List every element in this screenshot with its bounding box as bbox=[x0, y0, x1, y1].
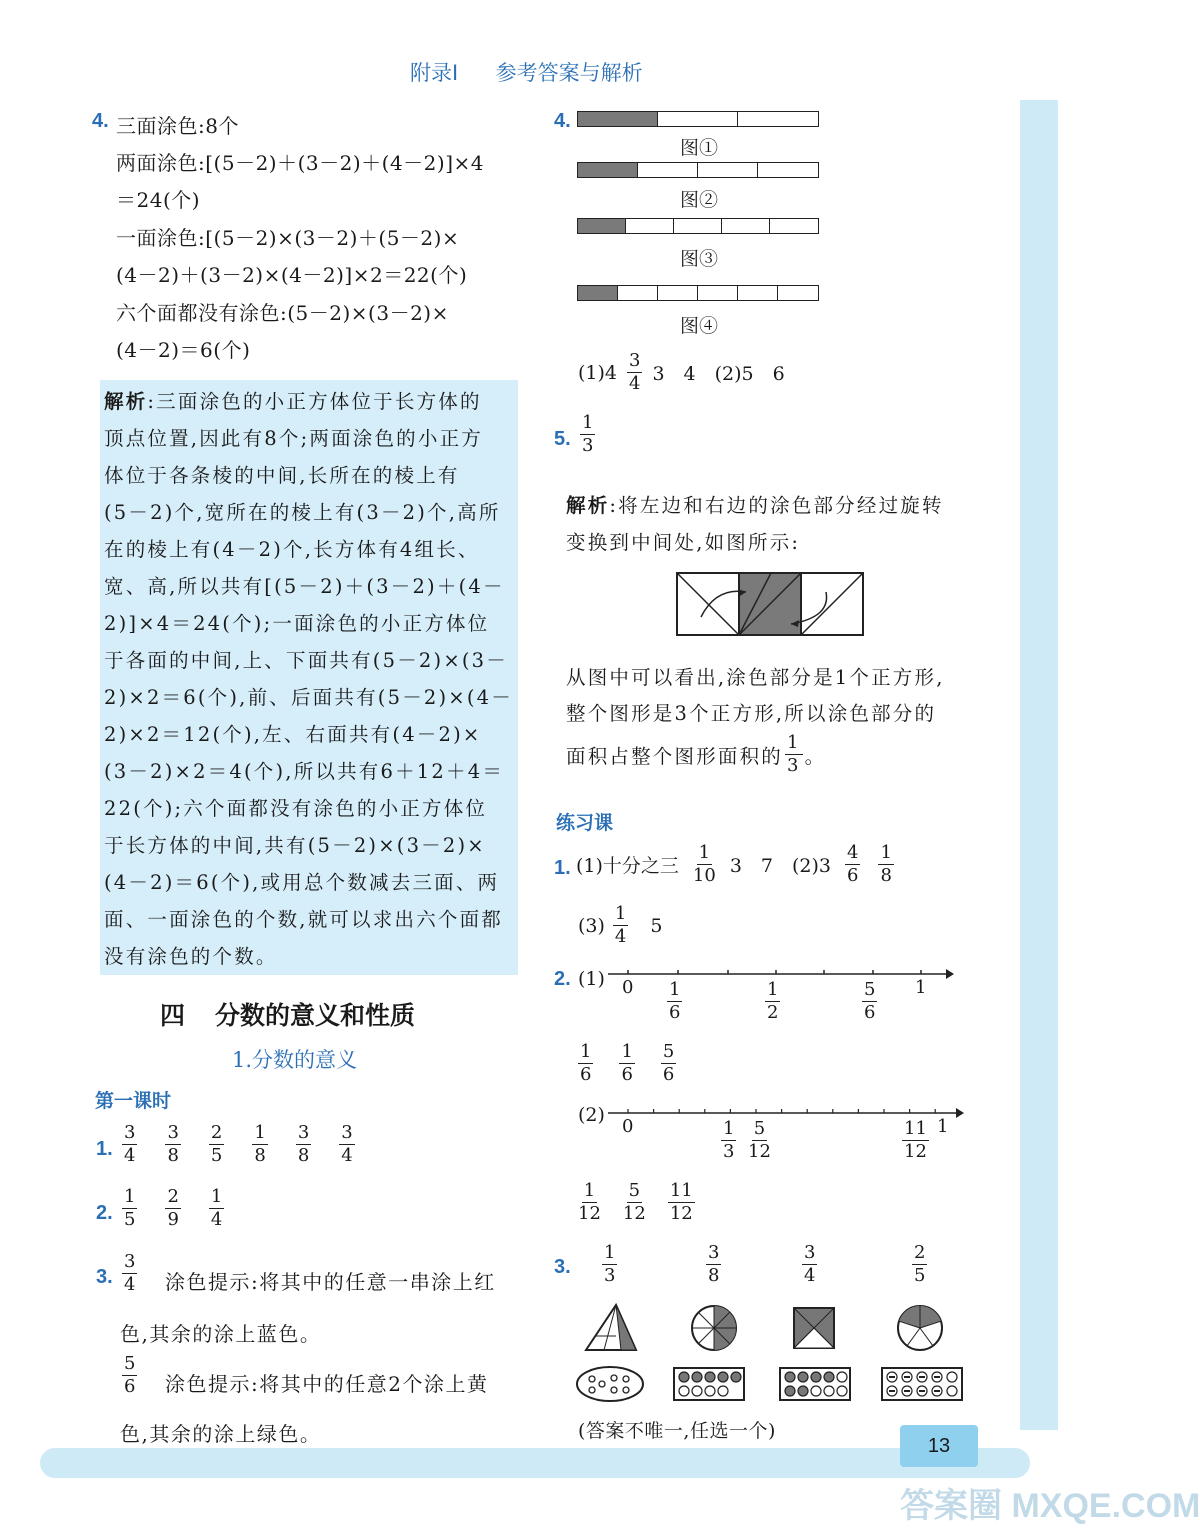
question-number: 4. bbox=[554, 110, 571, 132]
answer-text: (1)十分之三 bbox=[576, 855, 679, 877]
tick-fraction: $\frac{11}{12}$ bbox=[904, 1118, 927, 1162]
analysis-line: 面、一面涂色的个数,就可以求出六个面都 bbox=[104, 908, 503, 931]
fraction-bar-2 bbox=[577, 162, 819, 178]
tick-fraction: $\frac{1}{2}$ bbox=[767, 979, 779, 1023]
fraction-row bbox=[118, 1124, 359, 1165]
header-title: 参考答案与解析 bbox=[495, 61, 643, 85]
hint-line: 色,其余的涂上绿色。 bbox=[120, 1422, 322, 1446]
figure-label: 图③ bbox=[680, 248, 719, 270]
part-label: (1) bbox=[578, 968, 605, 990]
analysis-line: 2)×2＝6(个),前、后面共有(5－2)×(4－ bbox=[104, 686, 513, 709]
fraction-row bbox=[118, 1188, 228, 1229]
hint-line: 涂色提示:将其中的任意一串涂上红 bbox=[165, 1270, 496, 1294]
fraction: $\frac{1}{3}$ bbox=[787, 732, 801, 776]
analysis-line: 从图中可以看出,涂色部分是1个正方形, bbox=[566, 666, 945, 689]
question-number: 4. bbox=[92, 110, 109, 132]
tick-label: 1 bbox=[937, 1116, 949, 1137]
analysis-line: 在的棱上有(4－2)个,长方体有4组长、 bbox=[104, 538, 480, 561]
fraction: $\frac{3}{4}$ bbox=[341, 1122, 353, 1166]
answer-line bbox=[578, 352, 785, 393]
analysis-line: 2)×2＝12(个),左、右面共有(4－2)× bbox=[104, 723, 482, 746]
answer-line: 两面涂色:[(5－2)＋(3－2)＋(4－2)]×4 bbox=[116, 151, 484, 175]
analysis-line: 于各面的中间,上、下面共有(5－2)×(3－ bbox=[104, 649, 508, 672]
shaded-square-quarters bbox=[794, 1308, 834, 1348]
figure-label: 图② bbox=[680, 189, 719, 211]
fraction: $\frac{3}{8}$ bbox=[297, 1122, 310, 1166]
fraction: $\frac{2}{5}$ bbox=[914, 1242, 926, 1286]
fraction: $\frac{1}{4}$ bbox=[210, 1186, 223, 1230]
fraction bbox=[118, 1253, 141, 1294]
answer-line bbox=[578, 905, 662, 946]
practice-title: 练习课 bbox=[556, 812, 614, 834]
analysis-line: (4－2)＝6(个),或用总个数减去三面、两 bbox=[104, 871, 500, 894]
hint-line: 色,其余的涂上蓝色。 bbox=[120, 1322, 322, 1346]
answer-text: 3 7 (2)3 bbox=[729, 855, 832, 877]
fraction: $\frac{3}{4}$ bbox=[629, 350, 641, 394]
fraction: $\frac{1}{8}$ bbox=[880, 842, 892, 886]
analysis-line bbox=[566, 490, 944, 518]
answer-line bbox=[576, 844, 898, 885]
note-text: (答案不唯一,任选一个) bbox=[578, 1420, 776, 1442]
tick-fraction: $\frac{5}{12}$ bbox=[748, 1118, 771, 1162]
appendix-label: 附录Ⅰ bbox=[410, 61, 459, 85]
tick-fraction: $\frac{5}{6}$ bbox=[864, 979, 876, 1023]
analysis-label: 解析 bbox=[566, 494, 610, 517]
fraction: $\frac{3}{4}$ bbox=[124, 1122, 136, 1166]
analysis-text: :三面涂色的小正方体位于长方体的 bbox=[147, 390, 482, 413]
question-number: 1. bbox=[96, 1138, 113, 1160]
analysis-text: 面积占整个图形面积的 bbox=[566, 744, 784, 768]
right-margin-strip bbox=[1020, 100, 1058, 1430]
fraction: $\frac{1}{3}$ bbox=[604, 1242, 616, 1286]
analysis-line: 没有涂色的个数。 bbox=[104, 945, 278, 968]
tick-label: 1 bbox=[915, 977, 927, 998]
analysis-line: 整个图形是3个正方形,所以涂色部分的 bbox=[566, 702, 937, 725]
analysis-line: 宽、高,所以共有[(5－2)＋(3－2)＋(4－ bbox=[104, 575, 505, 598]
answer-line: 三面涂色:8个 bbox=[116, 114, 239, 138]
question-number: 3. bbox=[554, 1256, 571, 1278]
fraction: $\frac{5}{6}$ bbox=[124, 1353, 136, 1397]
analysis-line: 2)]×4＝24(个);一面涂色的小正方体位 bbox=[104, 612, 490, 635]
fraction-row: $\frac{1}{6}$ $\frac{1}{6}$ $\frac{5}{6}$ bbox=[580, 1041, 675, 1085]
analysis-line: 顶点位置,因此有8个;两面涂色的小正方 bbox=[104, 427, 483, 450]
page-number: 13 bbox=[927, 1435, 951, 1457]
shaded-circle-fifths bbox=[898, 1306, 942, 1350]
question-number: 3. bbox=[96, 1266, 113, 1288]
fraction: $\frac{3}{4}$ bbox=[124, 1251, 136, 1295]
fraction: $\frac{3}{8}$ bbox=[167, 1122, 179, 1166]
question-number: 2. bbox=[96, 1202, 113, 1224]
ring-box-shaded bbox=[780, 1368, 850, 1400]
analysis-text: :将左边和右边的涂色部分经过旋转 bbox=[609, 494, 944, 517]
fraction: $\frac{2}{5}$ bbox=[210, 1122, 223, 1166]
tick-fraction: $\frac{1}{3}$ bbox=[723, 1118, 735, 1162]
fraction-bar-3 bbox=[577, 218, 819, 234]
analysis-line: (3－2)×2＝4(个),所以共有6＋12＋4＝ bbox=[104, 760, 505, 783]
figure-label: 图① bbox=[680, 137, 719, 159]
fraction: $\frac{1}{3}$ bbox=[582, 412, 594, 456]
dot-oval bbox=[577, 1367, 643, 1401]
tick-label: 0 bbox=[622, 1116, 634, 1137]
bottom-margin-strip bbox=[40, 1448, 1030, 1478]
analysis-label: 解析 bbox=[104, 390, 148, 413]
chapter-title bbox=[160, 996, 415, 1032]
fraction: $\frac{1}{8}$ bbox=[254, 1122, 266, 1166]
page-header bbox=[410, 57, 643, 87]
tick-label: 0 bbox=[622, 977, 634, 998]
analysis-line bbox=[566, 734, 826, 775]
minus-ring-box bbox=[882, 1368, 962, 1400]
analysis-text: 。 bbox=[804, 744, 827, 768]
watermark: 答案圈 MXQE.COM bbox=[900, 1487, 1200, 1525]
fraction bbox=[118, 1355, 141, 1396]
fraction-bar-1 bbox=[577, 111, 819, 127]
fraction: $\frac{4}{6}$ bbox=[847, 842, 859, 886]
tick-fraction: $\frac{1}{6}$ bbox=[669, 979, 681, 1023]
fraction-shapes bbox=[576, 1300, 976, 1410]
chapter-name: 分数的意义和性质 bbox=[215, 1001, 416, 1030]
answer-line: (4－2)＝6(个) bbox=[116, 338, 251, 362]
analysis-line: 于长方体的中间,共有(5－2)×(3－2)× bbox=[104, 834, 486, 857]
answer-text: (3) bbox=[578, 914, 605, 937]
answer-text: 3 4 (2)5 6 bbox=[652, 363, 785, 385]
fraction: $\frac{2}{9}$ bbox=[167, 1186, 179, 1230]
question-number: 2. bbox=[554, 968, 571, 990]
fraction: $\frac{1}{5}$ bbox=[124, 1186, 136, 1230]
fraction: $\frac{1}{10}$ bbox=[692, 842, 716, 886]
hint-line: 涂色提示:将其中的任意2个涂上黄 bbox=[165, 1372, 489, 1396]
shaded-circle-eighths bbox=[692, 1306, 736, 1350]
fraction: $\frac{3}{8}$ bbox=[708, 1242, 720, 1286]
question-number: 1. bbox=[554, 857, 571, 879]
fraction: $\frac{3}{4}$ bbox=[804, 1242, 816, 1286]
answer-line: 一面涂色:[(5－2)×(3－2)＋(5－2)× bbox=[116, 226, 460, 250]
chapter-number: 四 bbox=[160, 1001, 186, 1030]
part-label: (2) bbox=[578, 1104, 605, 1126]
answer-text: (1)4 bbox=[578, 361, 618, 384]
rotation-diagram bbox=[676, 572, 864, 636]
analysis-line: 变换到中间处,如图所示: bbox=[566, 531, 801, 554]
answer-line: ＝24(个) bbox=[116, 188, 201, 212]
shaded-triangle bbox=[586, 1305, 636, 1350]
question-number: 5. bbox=[554, 428, 571, 450]
lesson-title: 第一课时 bbox=[95, 1090, 172, 1112]
fraction-bar-4 bbox=[577, 285, 819, 301]
fraction-row: $\frac{1}{12}$ $\frac{5}{12}$ $\frac{11}{12}$ bbox=[578, 1180, 693, 1224]
answer-text: 5 bbox=[650, 914, 663, 937]
analysis-line: 22(个);六个面都没有涂色的小正方体位 bbox=[104, 797, 488, 820]
ring-box bbox=[674, 1368, 744, 1400]
figure-label: 图④ bbox=[680, 315, 719, 337]
fraction: $\frac{1}{4}$ bbox=[614, 903, 627, 947]
page-number-badge bbox=[900, 1425, 978, 1467]
answer-line: 六个面都没有涂色:(5－2)×(3－2)× bbox=[116, 301, 449, 325]
analysis-line: (5－2)个,宽所在的棱上有(3－2)个,高所 bbox=[104, 501, 501, 524]
section-title: 1.分数的意义 bbox=[232, 1048, 358, 1072]
analysis-line: 体位于各条棱的中间,长所在的棱上有 bbox=[104, 464, 460, 487]
analysis-line bbox=[104, 386, 482, 414]
answer-line: (4－2)＋(3－2)×(4－2)]×2＝22(个) bbox=[116, 263, 468, 287]
